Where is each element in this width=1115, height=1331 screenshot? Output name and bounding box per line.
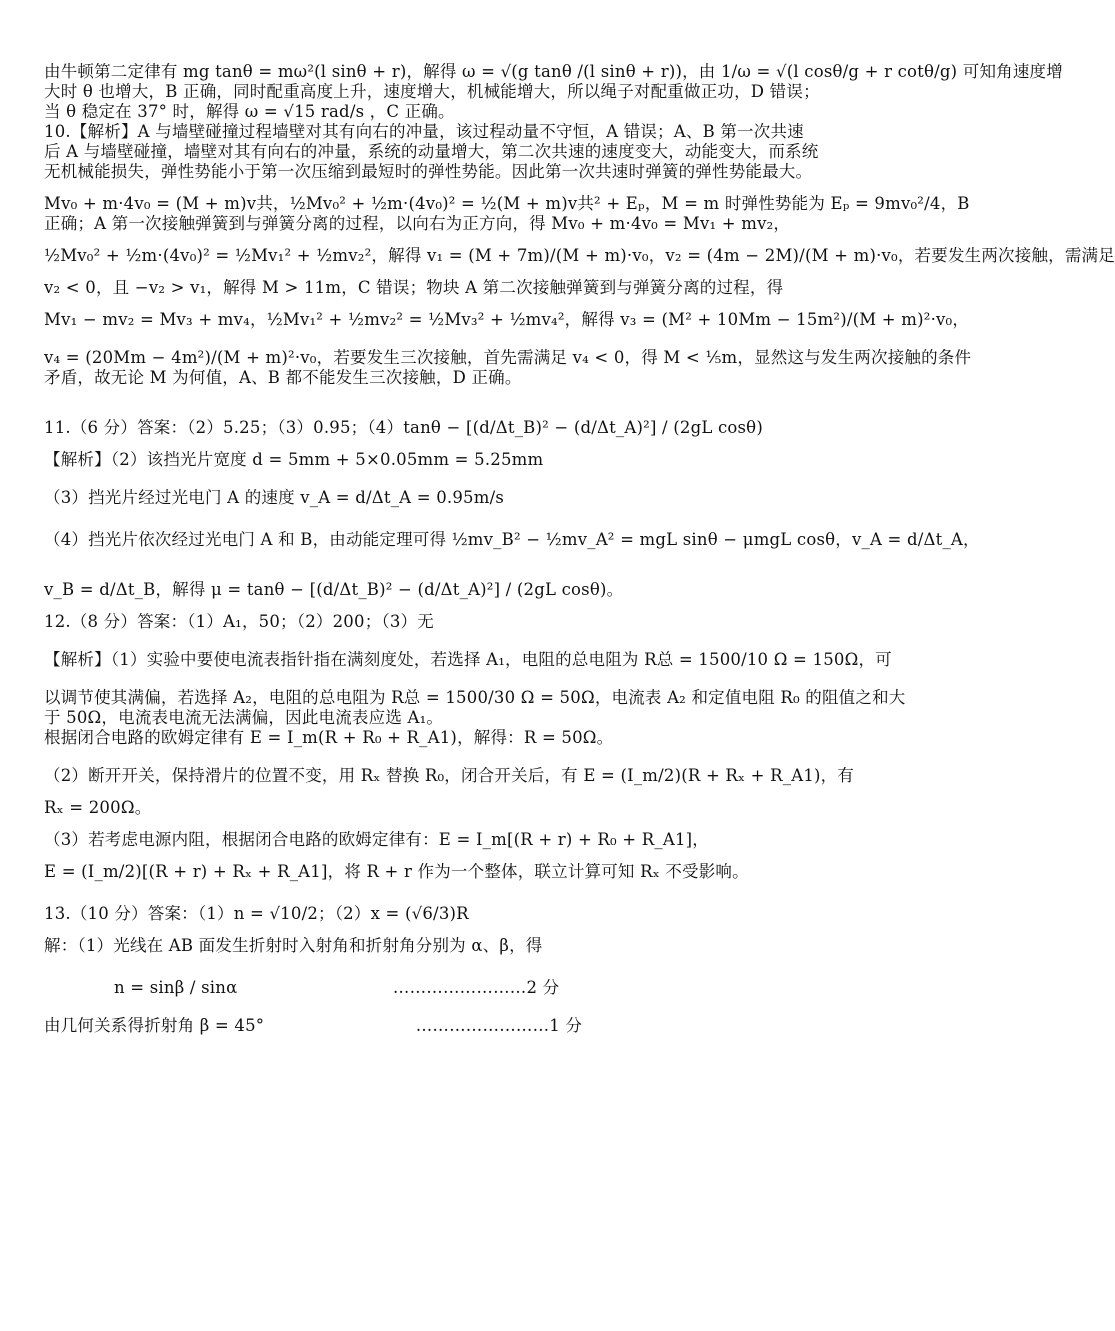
score-mark: ……………………1 分	[415, 1016, 583, 1035]
text-line: 【解析】（2）该挡光片宽度 d = 5mm + 5×0.05mm = 5.25mm	[44, 450, 544, 469]
text-line: 大时 θ 也增大，B 正确，同时配重高度上升，速度增大，机械能增大，所以绳子对配重做正功，D 错误；	[44, 82, 820, 101]
text-line: v₂ < 0，且 −v₂ > v₁，解得 M > 11m，C 错误；物块 A 第二次接触弹簧到与弹簧分离的过程，得	[44, 278, 784, 297]
text-line: Mv₀ + m·4v₀ = (M + m)v共，½Mv₀² + ½m·(4v₀)² = ½(M + m)v共² + Eₚ，M = m 时弹性势能为 Eₚ = 9mv₀²/4，B	[44, 194, 970, 213]
text-line: （4）挡光片依次经过光电门 A 和 B，由动能定理可得 ½mv_B² − ½mv_A² = mgL sinθ − μmgL cosθ，v_A = d/Δt_A，	[44, 530, 980, 549]
text-line: 根据闭合电路的欧姆定律有 E = I_m(R + R₀ + R_A1)，解得：R = 50Ω。	[44, 728, 614, 747]
score-mark: ……………………2 分	[392, 978, 560, 997]
text-line: 【解析】（1）实验中要使电流表指针指在满刻度处，若选择 A₁，电阻的总电阻为 R总 = 1500/10 Ω = 150Ω，可	[44, 650, 892, 669]
text-line: 以调节使其满偏，若选择 A₂，电阻的总电阻为 R总 = 1500/30 Ω = 50Ω，电流表 A₂ 和定值电阻 R₀ 的阻值之和大	[44, 688, 906, 707]
text-line: E = (I_m/2)[(R + r) + Rₓ + R_A1]，将 R + r 作为一个整体，联立计算可知 Rₓ 不受影响。	[44, 862, 749, 881]
text-line: 由牛顿第二定律有 mg tanθ = mω²(l sinθ + r)，解得 ω = √(g tanθ /(l sinθ + r))，由 1/ω = √(l cosθ/g + r cotθ/g) 可知角速度增	[44, 62, 1063, 81]
solution-text	[44, 50, 1115, 956]
text-line: 11.（6 分）答案：（2）5.25；（3）0.95；（4）tanθ − [(d/Δt_B)² − (d/Δt_A)²] / (2gL cosθ)	[44, 418, 763, 437]
text-line: 当 θ 稳定在 37° 时，解得 ω = √15 rad/s ，C 正确。	[44, 102, 455, 121]
text-line: 矛盾，故无论 M 为何值，A、B 都不能发生三次接触，D 正确。	[44, 368, 522, 387]
text-line: v₄ = (20Mm − 4m²)/(M + m)²·v₀，若要发生三次接触，首先需满足 v₄ < 0，得 M < ⅕m，显然这与发生两次接触的条件	[44, 348, 972, 367]
text-line: Rₓ = 200Ω。	[44, 798, 152, 817]
geometry-statement: 由几何关系得折射角 β = 45°	[44, 1016, 265, 1035]
text-line: 于 50Ω，电流表电流无法满偏，因此电流表应选 A₁。	[44, 708, 444, 727]
text-line: （2）断开开关，保持滑片的位置不变，用 Rₓ 替换 R₀，闭合开关后，有 E = (I_m/2)(R + Rₓ + R_A1)，有	[44, 766, 855, 785]
solution-page	[44, 50, 1115, 1036]
text-line: ½Mv₀² + ½m·(4v₀)² = ½Mv₁² + ½mv₂²，解得 v₁ = (M + 7m)/(M + m)·v₀，v₂ = (4m − 2M)/(M + m)·v₀，若要发生两次接触，需满足	[44, 246, 1115, 265]
text-line: 后 A 与墙壁碰撞，墙壁对其有向右的冲量，系统的动量增大，第二次共速的速度变大，动能变大，而系统	[44, 142, 819, 161]
text-line: 正确；A 第一次接触弹簧到与弹簧分离的过程，以向右为正方向，得 Mv₀ + m·4v₀ = Mv₁ + mv₂，	[44, 214, 791, 233]
equation-line	[114, 978, 859, 998]
text-line: （3）挡光片经过光电门 A 的速度 v_A = d/Δt_A = 0.95m/s	[44, 488, 505, 507]
text-line: 无机械能损失，弹性势能小于第一次压缩到最短时的弹性势能。因此第一次共速时弹簧的弹性势能最大。	[44, 162, 813, 181]
text-line: 12.（8 分）答案：（1）A₁，50；（2）200；（3）无	[44, 612, 434, 631]
equation-line	[44, 1016, 859, 1036]
text-line: 13.（10 分）答案：（1）n = √10/2；（2）x = (√6/3)R	[44, 904, 469, 923]
refraction-equation: n = sinβ / sinα	[114, 978, 238, 997]
text-line: （3）若考虑电源内阻，根据闭合电路的欧姆定律有：E = I_m[(R + r) + R₀ + R_A1]，	[44, 830, 710, 849]
text-line: Mv₁ − mv₂ = Mv₃ + mv₄，½Mv₁² + ½mv₂² = ½Mv₃² + ½mv₄²，解得 v₃ = (M² + 10Mm − 15m²)/(M + m)²·v₀，	[44, 310, 970, 329]
text-line: v_B = d/Δt_B，解得 μ = tanθ − [(d/Δt_B)² − (d/Δt_A)²] / (2gL cosθ)。	[44, 580, 624, 599]
text-line: 解：（1）光线在 AB 面发生折射时入射角和折射角分别为 α、β，得	[44, 936, 543, 955]
text-line: 10.【解析】A 与墙壁碰撞过程墙壁对其有向右的冲量，该过程动量不守恒，A 错误；A、B 第一次共速	[44, 122, 804, 141]
